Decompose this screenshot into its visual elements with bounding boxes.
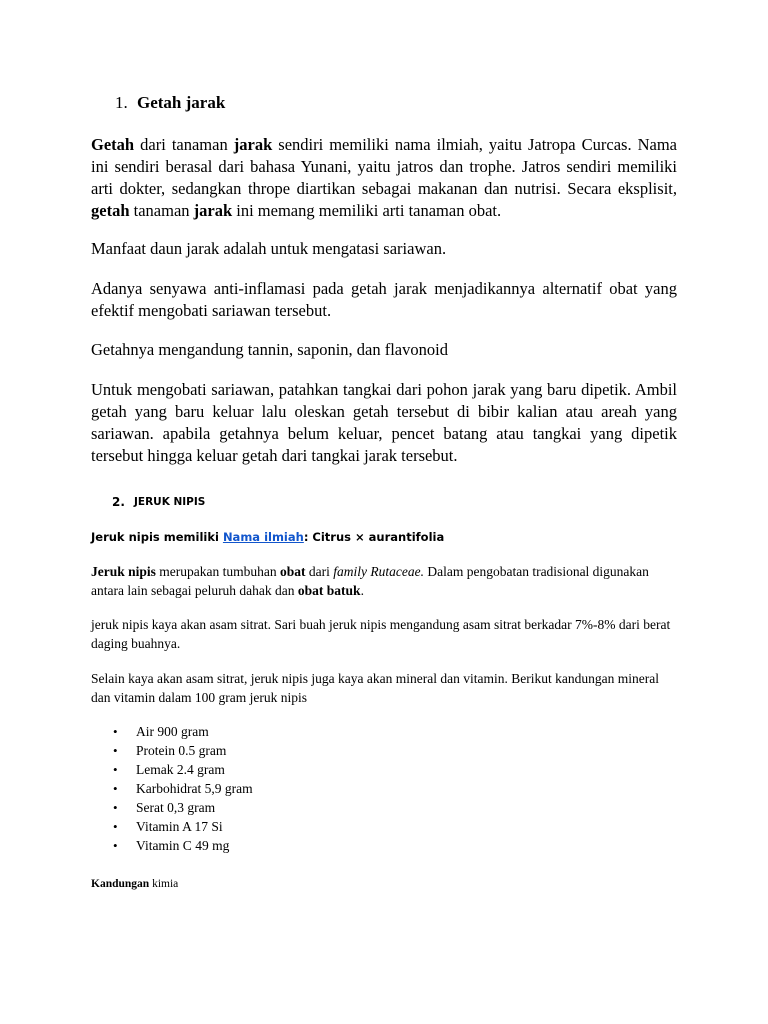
paragraph-text: kimia bbox=[149, 878, 179, 890]
paragraph-text: Dalam pengobatan tradisional digunakan antara lain sebagai peluruh dahak dan bbox=[91, 564, 649, 598]
list-item bbox=[91, 798, 491, 817]
paragraph-text: ini memang memiliki arti tanaman obat. bbox=[232, 201, 502, 220]
bullet-icon: • bbox=[113, 781, 118, 796]
list-item-text: Vitamin C 49 mg bbox=[136, 838, 230, 853]
list-item-text: Air 900 gram bbox=[136, 724, 209, 739]
bold-text: obat bbox=[280, 564, 306, 579]
paragraph-kandungan-getah: Getahnya mengandung tannin, saponin, dan flavonoid bbox=[91, 340, 448, 359]
italic-text: family Rutaceae. bbox=[333, 564, 424, 579]
list-item-text: Karbohidrat 5,9 gram bbox=[136, 781, 253, 796]
paragraph-asam-sitrat: jeruk nipis kaya akan asam sitrat. Sari buah jeruk nipis mengandung asam sitrat berkadar 7%-8% dari berat daging buahnya. bbox=[91, 617, 671, 651]
bullet-icon: • bbox=[113, 819, 118, 834]
kandungan-kimia-line bbox=[91, 876, 677, 892]
section-number: 2. bbox=[112, 495, 125, 509]
bullet-icon: • bbox=[113, 743, 118, 758]
bold-text: obat batuk bbox=[297, 583, 361, 598]
bullet-icon: • bbox=[113, 724, 118, 739]
list-item bbox=[91, 722, 491, 741]
list-item bbox=[91, 760, 491, 779]
paragraph-text: merupakan tumbuhan bbox=[155, 564, 280, 579]
bold-text: Kandungan bbox=[91, 878, 150, 890]
paragraph-text: dari tanaman bbox=[134, 135, 234, 154]
list-item bbox=[91, 836, 491, 855]
paragraph-text: : Citrus × aurantifolia bbox=[303, 530, 445, 544]
paragraph-anti-inflamasi: Adanya senyawa anti-inflamasi pada getah jarak menjadikannya alternatif obat yang efektif mengobati sariawan tersebut. bbox=[91, 279, 677, 320]
list-item bbox=[91, 817, 491, 836]
list-item-text: Lemak 2.4 gram bbox=[136, 762, 225, 777]
paragraph-getah-intro bbox=[91, 134, 677, 222]
section-title: JERUK NIPIS bbox=[134, 496, 206, 508]
section-title: Getah jarak bbox=[137, 93, 226, 112]
list-item-text: Protein 0.5 gram bbox=[136, 743, 227, 758]
paragraph-manfaat: Manfaat daun jarak adalah untuk mengatasi sariawan. bbox=[91, 239, 447, 258]
bold-text: getah bbox=[91, 201, 130, 220]
list-item-text: Vitamin A 17 Si bbox=[136, 819, 223, 834]
paragraph-jeruk-intro bbox=[91, 562, 677, 600]
nama-ilmiah-link[interactable]: Nama ilmiah bbox=[222, 530, 304, 544]
list-item bbox=[91, 741, 491, 760]
bold-text: jarak bbox=[233, 135, 273, 154]
scientific-name-line bbox=[91, 529, 677, 545]
paragraph-text: dari bbox=[305, 564, 334, 579]
paragraph-mineral-vitamin: Selain kaya akan asam sitrat, jeruk nipis juga kaya akan mineral dan vitamin. Berikut kandungan mineral dan vitamin dalam 100 gram jeruk nipis bbox=[91, 671, 659, 705]
bold-text: Getah bbox=[91, 135, 135, 154]
bold-text: Jeruk nipis bbox=[91, 564, 156, 579]
bullet-icon: • bbox=[113, 762, 118, 777]
section-number: 1. bbox=[115, 93, 128, 112]
list-item-text: Serat 0,3 gram bbox=[136, 800, 216, 815]
bullet-icon: • bbox=[113, 838, 118, 853]
paragraph-text: . bbox=[360, 583, 364, 598]
list-item bbox=[91, 779, 491, 798]
nutrient-list bbox=[91, 722, 491, 855]
bullet-icon: • bbox=[113, 800, 118, 815]
paragraph-text: sendiri memiliki nama ilmiah, yaitu Jatropa Curcas. Nama ini sendiri berasal dari bahasa Yunani, yaitu jatros dan trophe. Jatros sendiri memiliki arti dokter, sedangkan thrope diartikan sebagai makanan dan nutrisi. Secara eksplisit, bbox=[91, 135, 678, 198]
paragraph-text: Jeruk nipis memiliki bbox=[91, 530, 223, 544]
paragraph-cara-mengobati: Untuk mengobati sariawan, patahkan tangkai dari pohon jarak yang baru dipetik. Ambil getah yang baru keluar lalu oleskan getah tersebut di bibir kalian atau areah yang sariawan. apabila getahnya belum keluar, pencet batang atau tangkai yang dipetik tersebut hingga keluar getah dari tangkai jarak tersebut. bbox=[91, 380, 677, 465]
bold-text: jarak bbox=[193, 201, 233, 220]
paragraph-text: tanaman bbox=[129, 201, 194, 220]
